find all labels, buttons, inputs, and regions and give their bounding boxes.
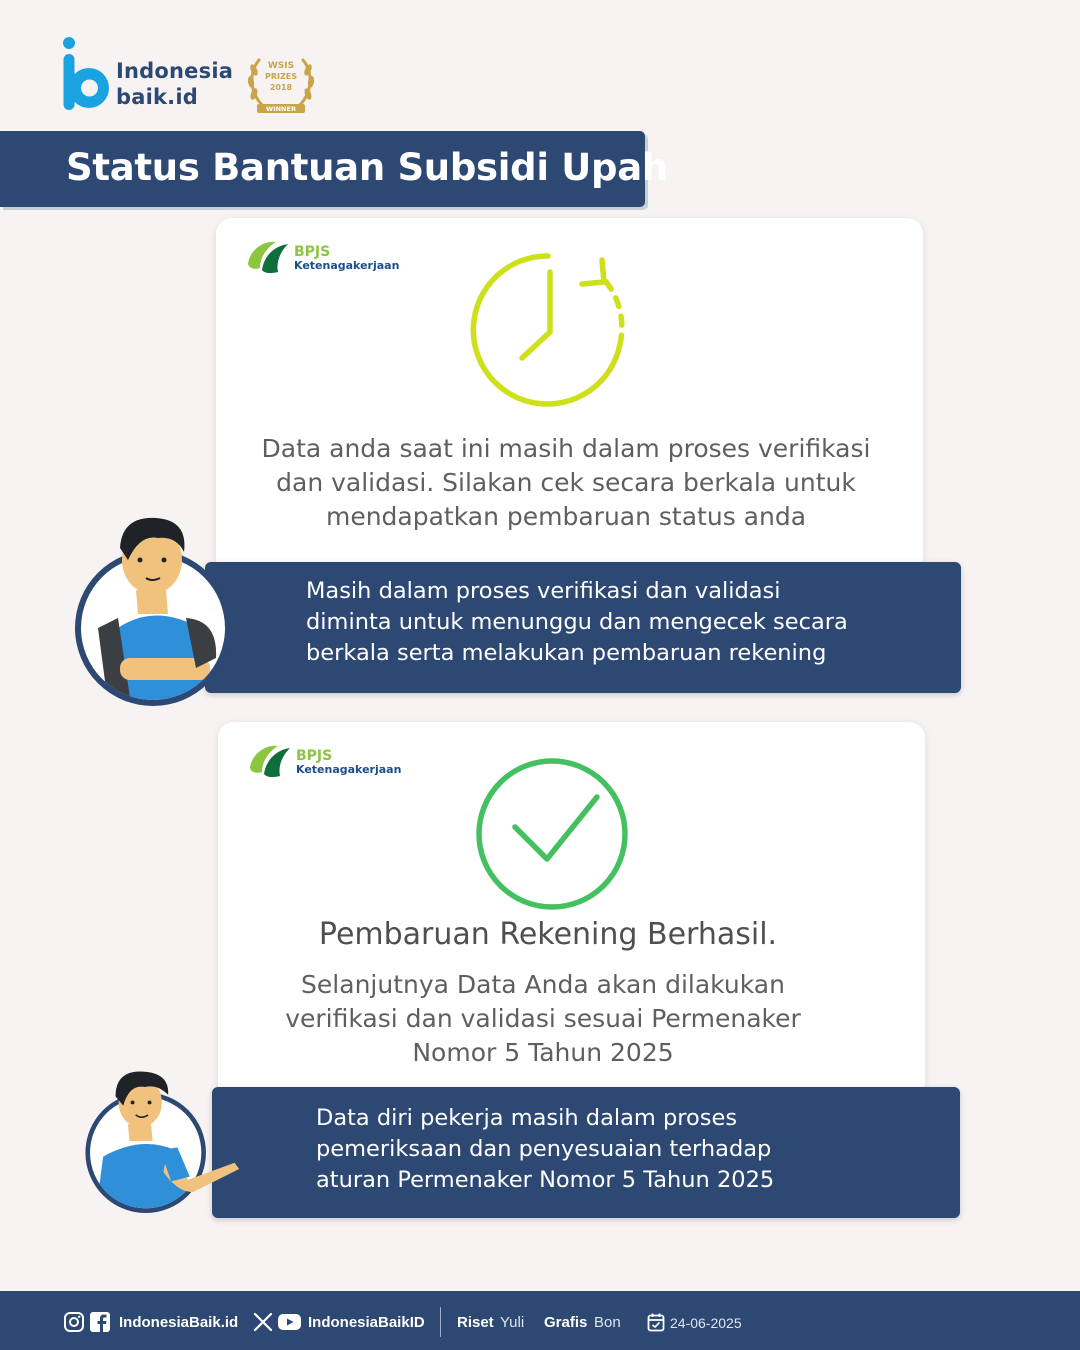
footer-handle-secondary[interactable]: IndonesiaBaikID bbox=[308, 1314, 425, 1331]
verification-description: Data anda saat ini masih dalam proses verifikasi dan validasi. Silakan cek secara berkala untuk mendapatkan pembaruan status anda bbox=[261, 434, 871, 531]
clock-refresh-icon bbox=[470, 248, 632, 410]
bpjs-logo-line-1: BPJS bbox=[296, 748, 333, 764]
worker-avatar-crossed-arms bbox=[68, 508, 238, 718]
bpjs-logo-line-1: BPJS bbox=[294, 244, 331, 260]
check-circle-icon bbox=[473, 755, 631, 913]
bpjs-logo-line-2: Ketenagakerjaan bbox=[296, 763, 402, 776]
brand-line-1: Indonesia bbox=[116, 59, 234, 83]
award-text-2: PRIZES bbox=[264, 72, 298, 81]
bpjs-logo-line-2: Ketenagakerjaan bbox=[294, 259, 400, 272]
footer-divider bbox=[440, 1307, 441, 1337]
footer-date: 24-06-2025 bbox=[670, 1315, 742, 1331]
banner-text-regulation: Data diri pekerja masih dalam proses pemeriksaan dan penyesuaian terhadap aturan Permenaker Nomor 5 Tahun 2025 bbox=[316, 1105, 775, 1193]
footer-handle-main[interactable]: IndonesiaBaik.id bbox=[119, 1314, 239, 1331]
success-heading: Pembaruan Rekening Berhasil. bbox=[318, 917, 778, 952]
award-text-4: WINNER bbox=[266, 105, 296, 113]
banner-text-verification: Masih dalam proses verifikasi dan validasi diminta untuk menunggu dan mengecek secara berkala serta melakukan pembaruan rekening bbox=[306, 578, 848, 666]
footer-riset-label: Riset bbox=[457, 1314, 494, 1331]
footer-grafis-name: Bon bbox=[594, 1314, 621, 1331]
success-description: Selanjutnya Data Anda akan dilakukan verifikasi dan validasi sesuai Permenaker Nomor 5 Tahun 2025 bbox=[285, 970, 801, 1067]
bpjs-logo bbox=[248, 738, 408, 782]
brand-wordmark bbox=[116, 58, 233, 110]
instagram-icon[interactable] bbox=[63, 1311, 85, 1333]
footer-riset-name: Yuli bbox=[500, 1314, 525, 1331]
page-title: Status Bantuan Subsidi Upah bbox=[66, 146, 668, 189]
calendar-icon bbox=[647, 1311, 665, 1333]
bpjs-logo bbox=[246, 234, 406, 278]
x-twitter-icon[interactable] bbox=[252, 1311, 274, 1333]
youtube-icon[interactable] bbox=[277, 1311, 302, 1333]
brand-line-2: baik.id bbox=[116, 85, 198, 109]
facebook-icon[interactable] bbox=[89, 1311, 111, 1333]
indonesiabaik-logo-icon bbox=[62, 36, 110, 112]
award-text-3: 2018 bbox=[269, 83, 293, 92]
footer-grafis-label: Grafis bbox=[544, 1314, 588, 1331]
wsis-award-badge bbox=[245, 52, 317, 120]
worker-avatar-pointing bbox=[80, 1040, 250, 1250]
award-text-1: WSIS bbox=[267, 61, 295, 71]
